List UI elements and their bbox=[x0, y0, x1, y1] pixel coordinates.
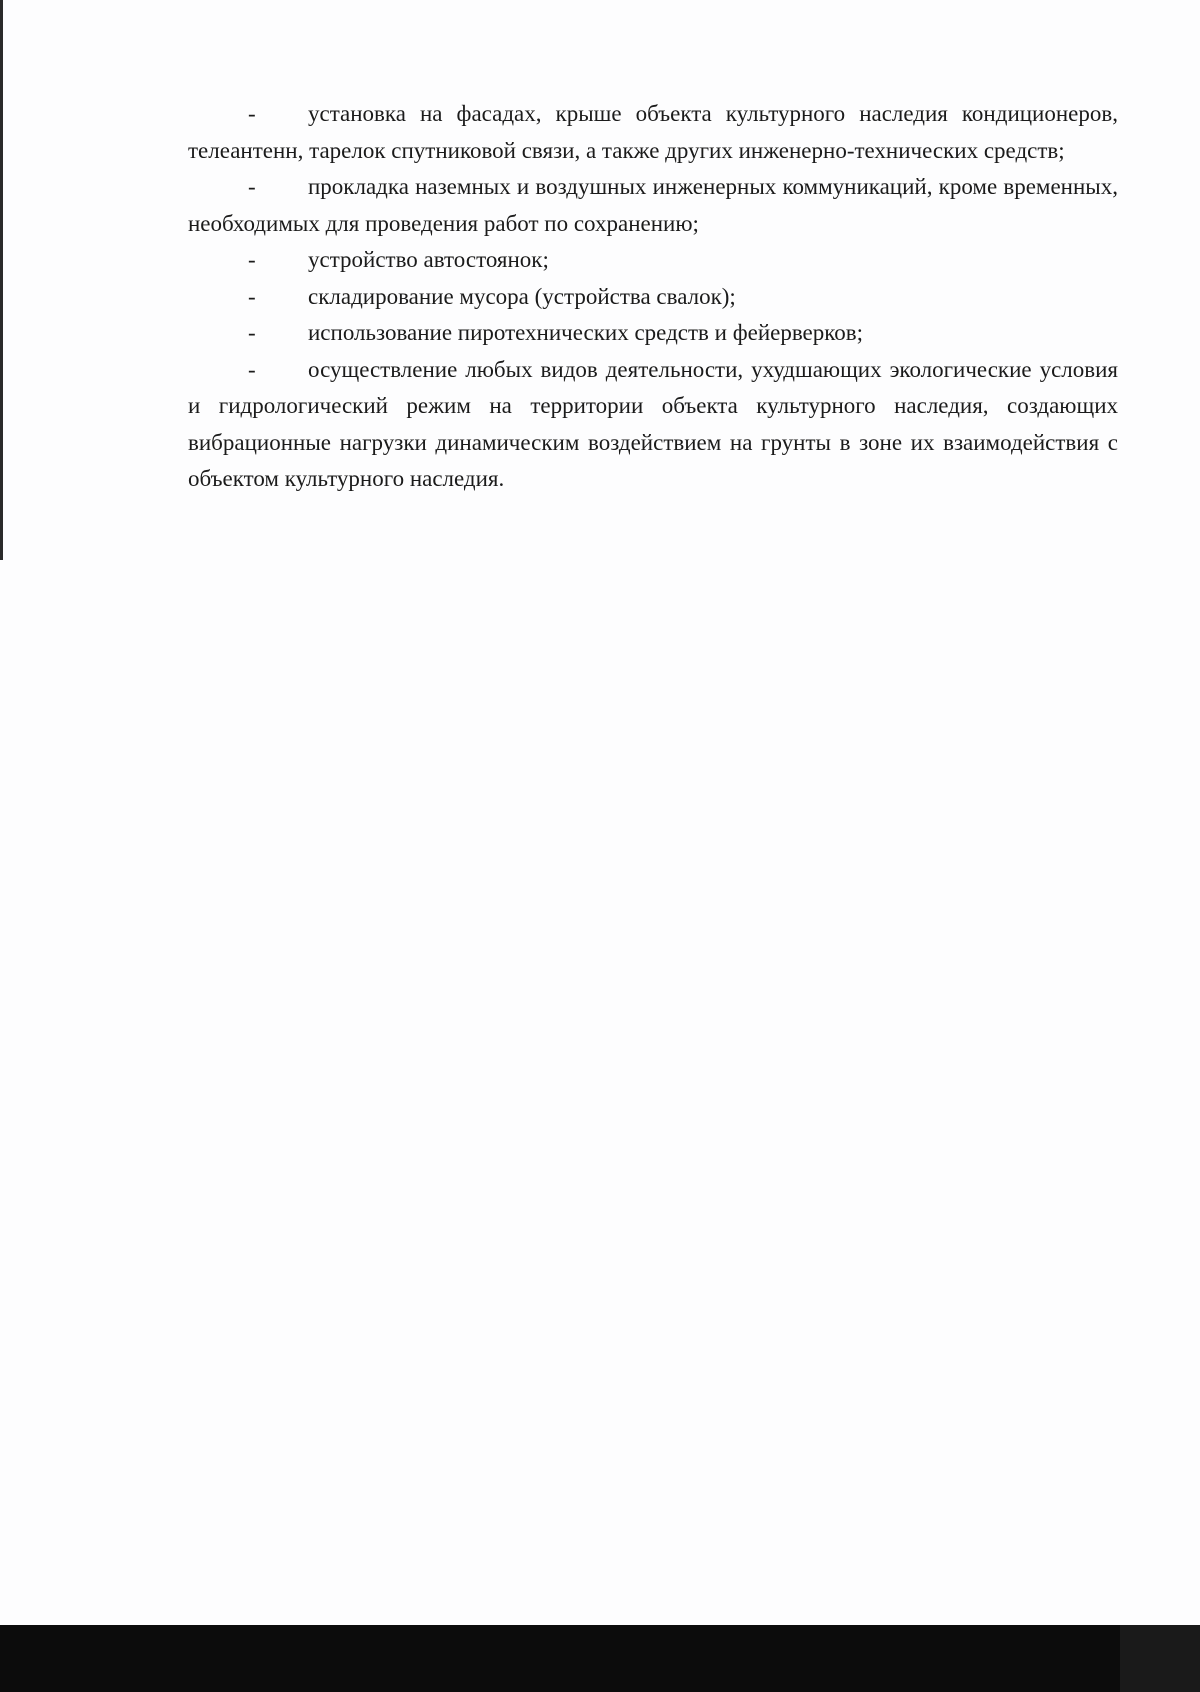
list-item bbox=[188, 279, 1118, 316]
scan-edge bbox=[0, 0, 3, 560]
list-marker: - bbox=[248, 174, 256, 199]
list-item-text: устройство автостоянок; bbox=[308, 247, 549, 272]
list-marker: - bbox=[248, 356, 256, 382]
document-body bbox=[188, 96, 1118, 498]
list-item-text: установка на фасадах, крыше объекта культурного наследия кондиционеров, телеантенн, тарелок спутниковой связи, а также других инженерно-технических средств; bbox=[188, 101, 1118, 163]
list-item bbox=[188, 242, 1118, 279]
list-item bbox=[188, 96, 1118, 169]
scan-bottom-border bbox=[0, 1625, 1200, 1692]
list-marker: - bbox=[248, 247, 256, 272]
scan-bottom-corner bbox=[1120, 1625, 1200, 1692]
list-item-text: складирование мусора (устройства свалок); bbox=[308, 283, 736, 309]
list-item-text: осуществление любых видов деятельности, ухудшающих экологические условия и гидрологический режим на территории объекта культурного наследия, создающих вибрационные нагрузки динамическим воздействием на грунты в зоне их взаимодействия с объектом культурного наследия. bbox=[188, 356, 1118, 491]
list-item-text: использование пиротехнических средств и фейерверков; bbox=[308, 320, 864, 345]
list-item-text: прокладка наземных и воздушных инженерных коммуникаций, кроме временных, необходимых для проведения работ по сохранению; bbox=[188, 174, 1118, 236]
list-item bbox=[188, 352, 1118, 498]
list-marker: - bbox=[248, 283, 256, 309]
list-item bbox=[188, 315, 1118, 352]
list-item bbox=[188, 169, 1118, 242]
list-marker: - bbox=[248, 320, 256, 345]
list-marker: - bbox=[248, 101, 256, 126]
